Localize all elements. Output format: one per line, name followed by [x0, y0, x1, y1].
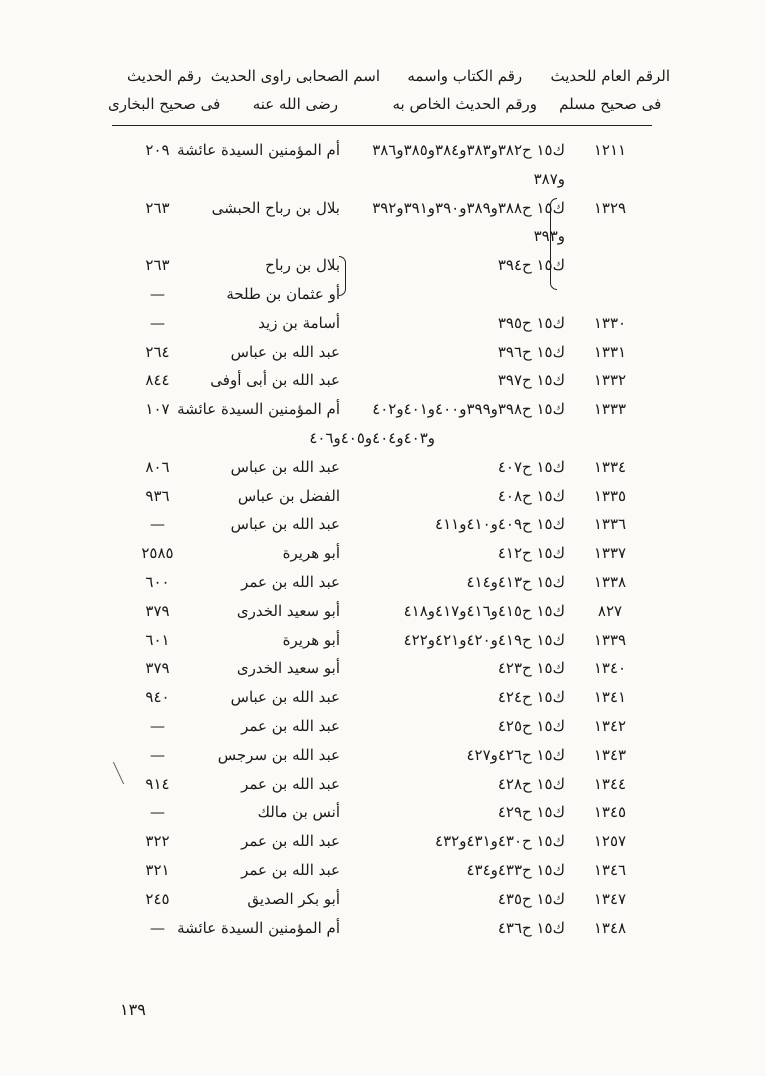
- row-number: ١٢١١: [593, 141, 627, 159]
- row-narrator: أبو بكر الصديق: [247, 889, 340, 908]
- row-number: ١٣٤٦: [593, 860, 627, 879]
- row-narrator: الفضل بن عباس: [237, 486, 340, 505]
- row-number: ٨٢٧: [597, 601, 623, 620]
- row-reference: ك١٥ ح٣٩٧: [497, 371, 565, 390]
- row-bukhari: —: [150, 918, 165, 937]
- row-bukhari: ٩٤٠: [145, 688, 170, 707]
- row-number: ١٣٤٤: [593, 774, 627, 793]
- row-number: ١٣٣٠: [593, 313, 627, 332]
- row-reference: ك١٥ ح٤٣٦: [497, 918, 565, 937]
- row-reference: ك١٥ ح٤١٣و٤١٤: [466, 572, 565, 591]
- table-row: [0, 510, 765, 539]
- table-row: [0, 770, 765, 799]
- row-bukhari: —: [150, 716, 165, 735]
- row-reference: ك١٥ ح٣٩٤: [497, 256, 565, 275]
- row-narrator: بلال بن رباح الحبشى: [211, 198, 340, 217]
- row-reference: ك١٥ ح٣٩٦: [497, 342, 565, 361]
- row-reference: ك١٥ ح٣٨٢و٣٨٣و٣٨٤و٣٨٥و٣٨٦: [372, 141, 565, 159]
- row-number: ١٣٣٤: [593, 457, 627, 476]
- row-number: ١٣٣٨: [593, 572, 627, 591]
- row-number: ١٣٤٣: [593, 745, 627, 764]
- row-bukhari: ٨٤٤: [145, 371, 170, 390]
- row-number: ١٣٢٩: [593, 198, 627, 217]
- row-number: ١٣٣١: [593, 342, 627, 361]
- header-col-number-line2: فى صحيح مسلم: [559, 95, 662, 113]
- row-bukhari: ٢٥٨٥: [141, 544, 174, 563]
- table-row: [0, 194, 765, 223]
- row-reference: و٤٠٣و٤٠٤و٤٠٥و٤٠٦: [309, 428, 435, 447]
- row-narrator: عبد الله بن سرجس: [217, 745, 340, 764]
- row-bukhari: —: [150, 745, 165, 764]
- row-number: ١٣٣٥: [593, 486, 627, 505]
- row-number: ١٣٤٢: [593, 716, 627, 735]
- row-reference: ك١٥ ح٣٨٨و٣٨٩و٣٩٠و٣٩١و٣٩٢: [372, 198, 565, 217]
- row-reference: ك١٥ ح٣٩٨و٣٩٩و٤٠٠و٤٠١و٤٠٢: [372, 400, 565, 419]
- row-reference: ك١٥ ح٤٣٣و٤٣٤: [466, 860, 565, 879]
- header-col-narrator-line1: اسم الصحابى راوى الحديث: [210, 67, 380, 85]
- table-row: [0, 309, 765, 338]
- row-reference: ك١٥ ح٤٣٥: [497, 889, 565, 908]
- row-bukhari: —: [150, 515, 165, 534]
- table-row: [0, 626, 765, 655]
- row-narrator: عبد الله بن عمر: [241, 572, 340, 591]
- row-bukhari: ٣٢١: [145, 860, 170, 879]
- table-row: [0, 136, 765, 165]
- row-narrator: عبد الله بن عمر: [241, 716, 340, 735]
- header-col-number: [550, 62, 670, 118]
- header-col-narrator: [211, 62, 380, 118]
- row-reference: ك١٥ ح٤٠٨: [497, 486, 565, 505]
- table-row: [0, 222, 765, 251]
- row-narrator: أم المؤمنين السيدة عائشة: [177, 918, 340, 937]
- header-col-reference: [393, 62, 538, 118]
- row-number: ١٣٣٦: [593, 515, 627, 534]
- row-number: ١٣٤١: [593, 688, 627, 707]
- row-narrator: عبد الله بن عباس: [230, 688, 340, 707]
- row-reference: ك١٥ ح٤٢٨: [497, 774, 565, 793]
- row-reference: ك١٥ ح٤٣٠و٤٣١و٤٣٢: [435, 832, 565, 851]
- row-bukhari: ١٠٧: [145, 400, 170, 419]
- row-narrator: أبو هريرة: [282, 544, 340, 563]
- table-row: [0, 712, 765, 741]
- page-number: ١٣٩: [120, 1000, 146, 1019]
- header-rule: [112, 125, 652, 126]
- table-row: [0, 885, 765, 914]
- row-bukhari: ٢٦٤: [145, 342, 170, 361]
- row-reference: ك١٥ ح٤١٢: [497, 544, 565, 563]
- row-bukhari: ٩١٤: [145, 774, 170, 793]
- row-reference: ك١٥ ح٤١٥و٤١٦و٤١٧و٤١٨: [403, 601, 565, 620]
- row-bukhari: ٣٢٢: [145, 832, 170, 851]
- row-narrator: عبد الله بن عمر: [241, 832, 340, 851]
- row-bukhari: ٢٦٣: [145, 198, 170, 217]
- row-bukhari: —: [150, 284, 165, 303]
- row-reference: و٣٨٧: [533, 169, 565, 188]
- table-row: [0, 654, 765, 683]
- header-col-number-line1: الرقم العام للحديث: [550, 67, 670, 85]
- row-bukhari: ٢٤٥: [145, 889, 170, 908]
- row-narrator: عبد الله بن أبى أوفى: [210, 371, 340, 390]
- row-reference: ك١٥ ح٤٢٣: [497, 659, 565, 678]
- table-row: [0, 280, 765, 309]
- row-narrator: أبو سعيد الخدرى: [236, 601, 340, 620]
- table-row: [0, 165, 765, 194]
- row-number: ١٣٣٩: [593, 630, 627, 649]
- row-narrator: أم المؤمنين السيدة عائشة: [177, 400, 340, 419]
- row-bukhari: ٢٠٩: [145, 141, 170, 159]
- row-number: ١٣٤٠: [593, 659, 627, 678]
- table-row: [0, 597, 765, 626]
- row-reference: ك١٥ ح٤٢٩: [497, 803, 565, 822]
- row-narrator: عبد الله بن عمر: [241, 860, 340, 879]
- row-number: ١٣٤٧: [593, 889, 627, 908]
- row-narrator: أم المؤمنين السيدة عائشة: [177, 141, 340, 159]
- row-reference: ك١٥ ح٤٠٧: [497, 457, 565, 476]
- row-reference: ك١٥ ح٣٩٥: [497, 313, 565, 332]
- header-col-bukhari-line1: رقم الحديث: [126, 67, 202, 85]
- table-row: [0, 798, 765, 827]
- table-row: [0, 482, 765, 511]
- table-row: [0, 453, 765, 482]
- row-narrator: أو عثمان بن طلحة: [226, 284, 340, 303]
- row-number: ١٣٣٢: [593, 371, 627, 390]
- row-narrator: عبد الله بن عمر: [241, 774, 340, 793]
- row-number: ١٣٤٥: [593, 803, 627, 822]
- row-reference: ك١٥ ح٤٢٦و٤٢٧: [466, 745, 565, 764]
- table-row: [0, 539, 765, 568]
- row-number: ١٣٣٧: [593, 544, 627, 563]
- row-narrator: عبد الله بن عباس: [230, 515, 340, 534]
- row-bukhari: ٦٠٠: [145, 572, 170, 591]
- header-col-reference-line2: ورقم الحديث الخاص به: [392, 95, 537, 113]
- row-narrator: أبو سعيد الخدرى: [236, 659, 340, 678]
- row-bukhari: ٦٠١: [145, 630, 170, 649]
- row-reference: و٣٩٣: [533, 227, 565, 246]
- row-bukhari: ٣٧٩: [145, 659, 170, 678]
- row-narrator: أسامة بن زيد: [258, 313, 340, 332]
- row-bukhari: ٩٣٦: [145, 486, 170, 505]
- table-row: [0, 827, 765, 856]
- row-bukhari: ٢٦٣: [145, 256, 170, 275]
- table-row: [0, 366, 765, 395]
- row-reference: ك١٥ ح٤١٩و٤٢٠و٤٢١و٤٢٢: [403, 630, 565, 649]
- row-number: ١٣٤٨: [593, 918, 627, 937]
- row-bukhari: ٣٧٩: [145, 601, 170, 620]
- row-reference: ك١٥ ح٤٠٩و٤١٠و٤١١: [435, 515, 565, 534]
- row-narrator: عبد الله بن عباس: [230, 342, 340, 361]
- row-reference: ك١٥ ح٤٢٤: [497, 688, 565, 707]
- row-bukhari: ٨٠٦: [145, 457, 170, 476]
- header-col-reference-line1: رقم الكتاب واسمه: [407, 67, 523, 85]
- header-col-narrator-line2: رضى الله عنه: [252, 95, 338, 113]
- row-reference: ك١٥ ح٤٢٥: [497, 716, 565, 735]
- row-bukhari: —: [150, 803, 165, 822]
- table-row: [0, 568, 765, 597]
- row-bukhari: —: [150, 313, 165, 332]
- table-row: [0, 914, 765, 943]
- hadith-table: [0, 136, 765, 942]
- row-number: ١٢٥٧: [593, 832, 627, 851]
- row-number: ١٣٣٣: [593, 400, 627, 419]
- row-narrator: بلال بن رباح: [265, 256, 340, 275]
- table-row: [0, 338, 765, 367]
- table-row: [0, 424, 765, 453]
- row-narrator: أنس بن مالك: [257, 803, 340, 822]
- header-col-bukhari-line2: فى صحيح البخارى: [108, 95, 221, 113]
- row-narrator: أبو هريرة: [282, 630, 340, 649]
- table-row: [0, 683, 765, 712]
- table-row: [0, 251, 765, 280]
- header-col-bukhari: [108, 62, 220, 118]
- row-narrator: عبد الله بن عباس: [230, 457, 340, 476]
- table-row: [0, 856, 765, 885]
- table-row: [0, 395, 765, 424]
